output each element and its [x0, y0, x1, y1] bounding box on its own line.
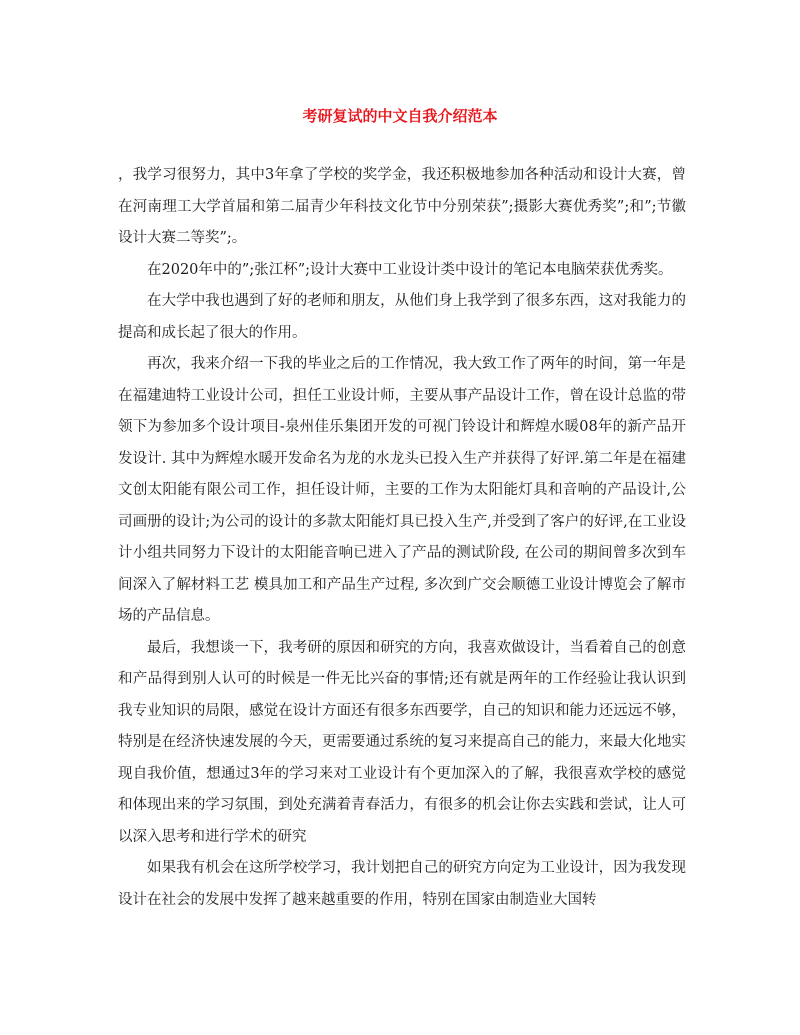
paragraph-2: 在2020年中的”;张江杯”;设计大赛中工业设计类中设计的笔记本电脑荣获优秀奖。	[147, 261, 673, 278]
paragraph-4: 再次，我来介绍一下我的毕业之后的工作情况，我大致工作了两年的时间，第一年是在福建迪特工业设计公司，担任工业设计师，主要从事产品设计工作，曾在设计总监的带领下为参加多个设计项目-泉州佳乐集团开发的可视门铃设计和辉煌水暖08年的新产品开发设计. 其中为辉煌水暖开发命名为龙的水龙头已投入生产并获得了好评.第二年是在福建文创太阳能有限公司工作，担任设计师，主要的工作为太阳能灯具和音响的产品设计,公司画册的设计;为公司的设计的多款太阳能灯具已投入生产,并受到了客户的好评,在工业设计小组共同努力下设计的太阳能音响已进入了产品的测试阶段, 在公司的期间曾多次到车间深入了解材料工艺 模具加工和产品生产过程, 多次到广交会顺德工业设计博览会了解市场的产品信息。	[118, 356, 686, 624]
document-title: 考研复试的中文自我介绍范本	[302, 107, 498, 125]
paragraph-6: 如果我有机会在这所学校学习，我计划把自己的研究方向定为工业设计，因为我发现设计在社会的发展中发挥了越来越重要的作用，特别在国家由制造业大国转	[118, 860, 686, 908]
paragraph-5: 最后，我想谈一下，我考研的原因和研究的方向，我喜欢做设计，当看着自己的创意和产品得到别人认可的时候是一件无比兴奋的事情;还有就是两年的工作经验让我认识到我专业知识的局限，感觉在设计方面还有很多东西要学，自己的知识和能力还远远不够，特别是在经济快速发展的今天，更需要通过系统的复习来提高自己的能力，来最大化地实现自我价值，想通过3年的学习来对工业设计有个更加深入的了解，我很喜欢学校的感觉和体现出来的学习氛围，到处充满着青春活力，有很多的机会让你去实践和尝试，让人可以深入思考和进行学术的研究	[118, 639, 686, 845]
document-body	[118, 160, 686, 916]
paragraph-1: ，我学习很努力，其中3年拿了学校的奖学金，我还积极地参加各种活动和设计大赛，曾在河南理工大学首届和第二届青少年科技文化节中分别荣获”;摄影大赛优秀奖”;和”;节徽设计大赛二等奖”;。	[118, 167, 686, 246]
paragraph-3: 在大学中我也遇到了好的老师和朋友，从他们身上我学到了很多东西，这对我能力的提高和成长起了很大的作用。	[118, 293, 686, 341]
